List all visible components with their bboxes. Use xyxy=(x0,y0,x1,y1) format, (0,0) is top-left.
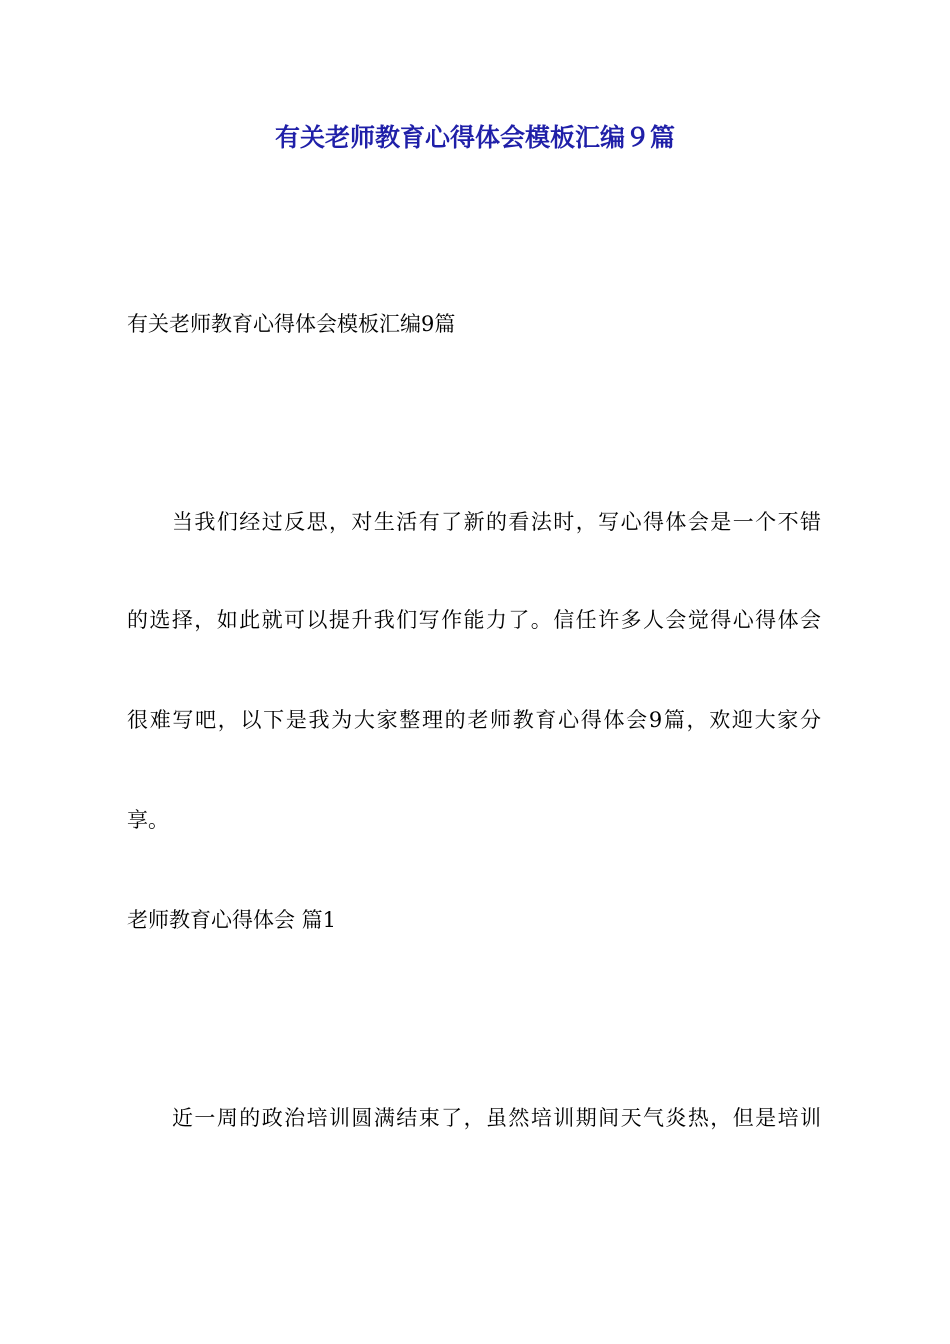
document-subtitle: 有关老师教育心得体会模板汇编9篇 xyxy=(127,312,456,336)
intro-paragraph-line: 的选择，如此就可以提升我们写作能力了。信任许多人会觉得心得体会 xyxy=(127,608,821,632)
document-title: 有关老师教育心得体会模板汇编９篇 xyxy=(274,123,675,152)
intro-paragraph-line: 当我们经过反思，对生活有了新的看法时，写心得体会是一个不错 xyxy=(172,510,821,534)
intro-paragraph-line: 享。 xyxy=(127,808,169,832)
section-heading: 老师教育心得体会 篇1 xyxy=(127,908,337,932)
intro-paragraph-line: 很难写吧，以下是我为大家整理的老师教育心得体会9篇，欢迎大家分 xyxy=(127,708,821,732)
section-paragraph-line: 近一周的政治培训圆满结束了，虽然培训期间天气炎热，但是培训 xyxy=(172,1106,821,1130)
